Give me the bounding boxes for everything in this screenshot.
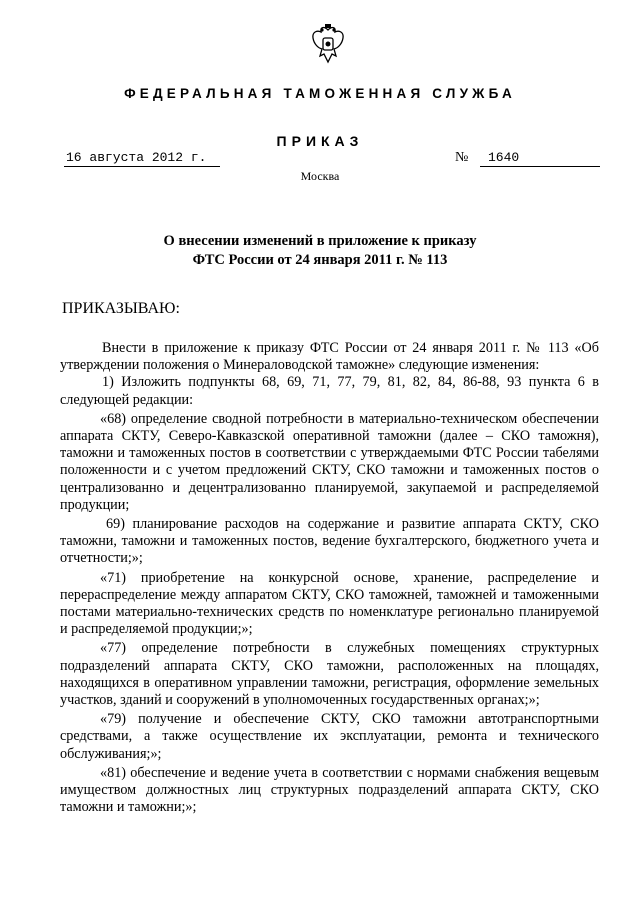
number-sign: № [455,150,469,165]
paragraph-intro: Внести в приложение к приказу ФТС России от 24 января 2011 г. № 113 «Об утверждении положения о Минераловодской таможне» следующие изменения: [60,340,599,374]
paragraph-69: 69) планирование расходов на содержание и развитие аппарата СКТУ, СКО таможни, таможни и таможенных постов, ведение бухгалтерского, бюджетного учета и отчетности;»; [60,516,599,567]
document-type: ПРИКАЗ [276,133,364,149]
agency-name: ФЕДЕРАЛЬНАЯ ТАМОЖЕННАЯ СЛУЖБА [124,86,516,101]
document-body [60,340,599,818]
order-word: ПРИКАЗЫВАЮ: [62,300,180,317]
paragraph-77: «77) определение потребности в служебных помещениях структурных подразделений аппарата СКТУ, СКО таможни, расположенных на площадях, находящихся в оперативном управлении таможни, регистрация, оформление земельных участков, зданий и сооружений в уполномоченных государственных органах;»; [60,640,599,709]
document-number: 1640 [480,150,600,167]
paragraph-item-1: 1) Изложить подпункты 68, 69, 71, 77, 79, 81, 82, 84, 86-88, 93 пункта 6 в следующей редакции: [60,374,599,408]
document-title [0,232,640,270]
document-date: 16 августа 2012 г. [64,150,220,167]
title-line-1: О внесении изменений в приложение к приказу [163,233,477,249]
paragraph-68: «68) определение сводной потребности в материально-техническом обеспечении аппарата СКТУ, Северо-Кавказской оперативной таможни (далее – СКО таможня), таможни и таможенных постов в соответствии с утверждаемыми ФТС России табелями положенности и с учетом предложений СКТУ, СКО таможни и таможенных постов о централизованно и децентрализованно планируемой, закупаемой и распределяемой продукции; [60,410,599,513]
coat-of-arms-emblem [308,22,348,68]
paragraph-79: «79) получение и обеспечение СКТУ, СКО таможни автотранспортными средствами, а также осуществление их эксплуатации, ремонта и технического обслуживания;»; [60,711,599,762]
paragraph-71: «71) приобретение на конкурсной основе, хранение, распределение и перераспределение между аппаратом СКТУ, СКО таможней, таможней и таможенными постами материально-технических средств по номенклатуре регионально планируемой и распределяемой продукции;»; [60,569,599,638]
city: Москва [300,169,340,183]
title-line-2: ФТС России от 24 января 2011 г. № 113 [192,252,448,268]
paragraph-81: «81) обеспечение и ведение учета в соответствии с нормами снабжения вещевым имуществом должностных лиц структурных подразделений аппарата СКТУ, СКО таможни и таможни;»; [60,764,599,816]
